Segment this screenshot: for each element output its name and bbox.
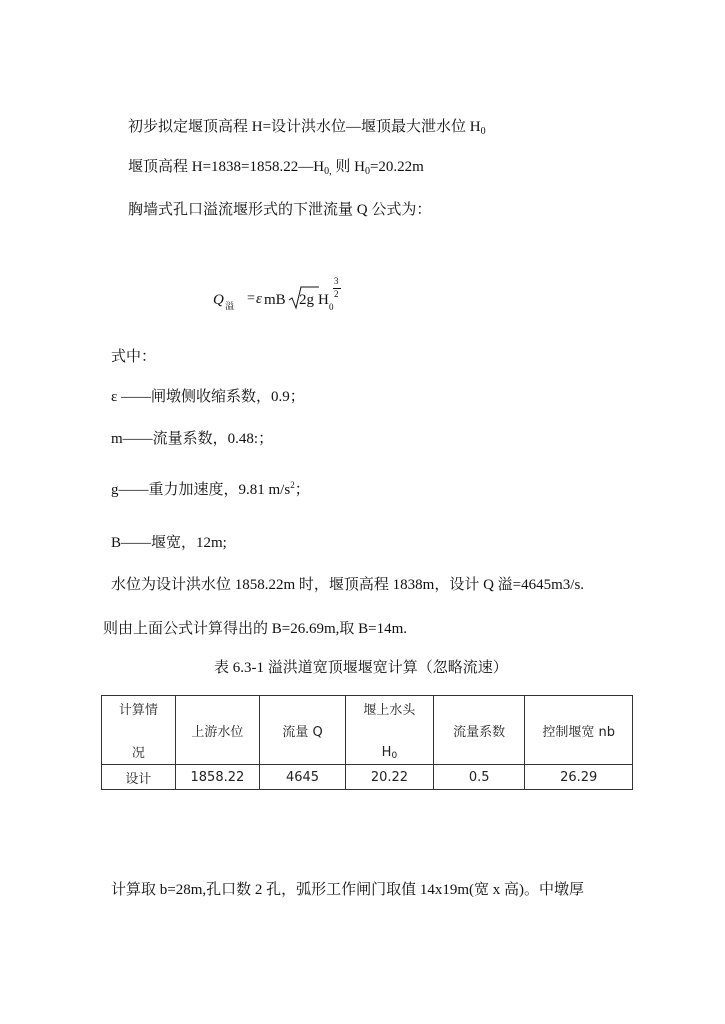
header-flow-coef: 流量系数 — [433, 696, 525, 765]
def-g-end: ； — [294, 482, 310, 498]
def-epsilon: ε ——闸墩侧收缩系数，0.9； — [111, 389, 305, 405]
formula-q: Q — [213, 292, 224, 308]
formula-2g: 2g — [299, 292, 314, 308]
formula-mb: mB — [264, 292, 286, 308]
cell-discharge: 4645 — [260, 765, 346, 790]
formula-h: H — [318, 292, 329, 308]
weir-width-table — [101, 695, 633, 790]
def-g-text: g——重力加速度，9.81 m/s — [111, 482, 291, 498]
def-g — [111, 478, 310, 499]
discharge-formula — [213, 276, 353, 316]
header-weir-head — [345, 696, 433, 765]
table-caption: 表 6.3-1 溢洪道宽顶堰堰宽计算（忽略流速） — [214, 660, 508, 676]
header-case-bot: 况 — [131, 746, 145, 761]
table-header-row — [102, 696, 633, 765]
table-row — [102, 765, 633, 790]
defs-header: 式中： — [111, 349, 157, 365]
header-case-top: 计算情 — [118, 703, 158, 718]
line-formula-intro: 胸墙式孔口溢流堰形式的下泄流量 Q 公式为： — [128, 202, 432, 218]
para-result: 则由上面公式计算得出的 B=26.69m,取 B=14m. — [103, 621, 408, 637]
crest-eq-sub: 0, — [324, 166, 332, 177]
crest-eq-d: =20.22m — [369, 159, 424, 175]
formula-h-sub: 0 — [329, 302, 334, 312]
cell-case: 设计 — [102, 765, 176, 790]
formula-equals: = — [247, 291, 255, 306]
para-design-level: 水位为设计洪水位 1858.22m 时，堰顶高程 1838m，设计 Q 溢=4645m3/s. — [111, 577, 585, 593]
def-g-sup: 2 — [290, 480, 295, 490]
header-upstream-level: 上游水位 — [175, 696, 259, 765]
line-initial-crest-text: 初步拟定堰顶高程 H=设计洪水位—堰顶最大泄水位 H — [128, 119, 481, 135]
cell-weir-head: 20.22 — [345, 765, 433, 790]
cell-flow-coef: 0.5 — [433, 765, 525, 790]
formula-exp-den: 2 — [334, 289, 339, 299]
header-weir-head-top: 堰上水头 — [363, 703, 416, 718]
line-initial-crest — [128, 115, 486, 137]
footer-paragraph: 计算取 b=28m,孔口数 2 孔，弧形工作闸门取值 14x19m(宽 x 高)。中墩厚 — [111, 882, 585, 898]
header-discharge: 流量 Q — [260, 696, 346, 765]
formula-q-sub: 溢 — [225, 301, 235, 311]
def-b: B——堰宽，12m; — [111, 535, 227, 551]
header-control-width: 控制堰宽 nb — [525, 696, 633, 765]
def-m: m——流量系数，0.48:； — [111, 431, 274, 447]
header-case — [102, 696, 176, 765]
header-weir-head-sub: 0 — [391, 751, 398, 761]
crest-eq-sub2: 0 — [364, 166, 370, 177]
cell-upstream-level: 1858.22 — [175, 765, 259, 790]
line-crest-elevation — [128, 155, 424, 177]
subscript-zero: 0 — [480, 126, 486, 137]
header-weir-head-bot: H — [381, 745, 392, 760]
formula-epsilon: ε — [256, 291, 262, 307]
cell-control-width: 26.29 — [525, 765, 633, 790]
crest-eq-a: 堰顶高程 H=1838=1858.22—H — [128, 159, 325, 175]
crest-eq-c: 则 H — [331, 159, 365, 175]
formula-exp-num: 3 — [334, 276, 339, 286]
